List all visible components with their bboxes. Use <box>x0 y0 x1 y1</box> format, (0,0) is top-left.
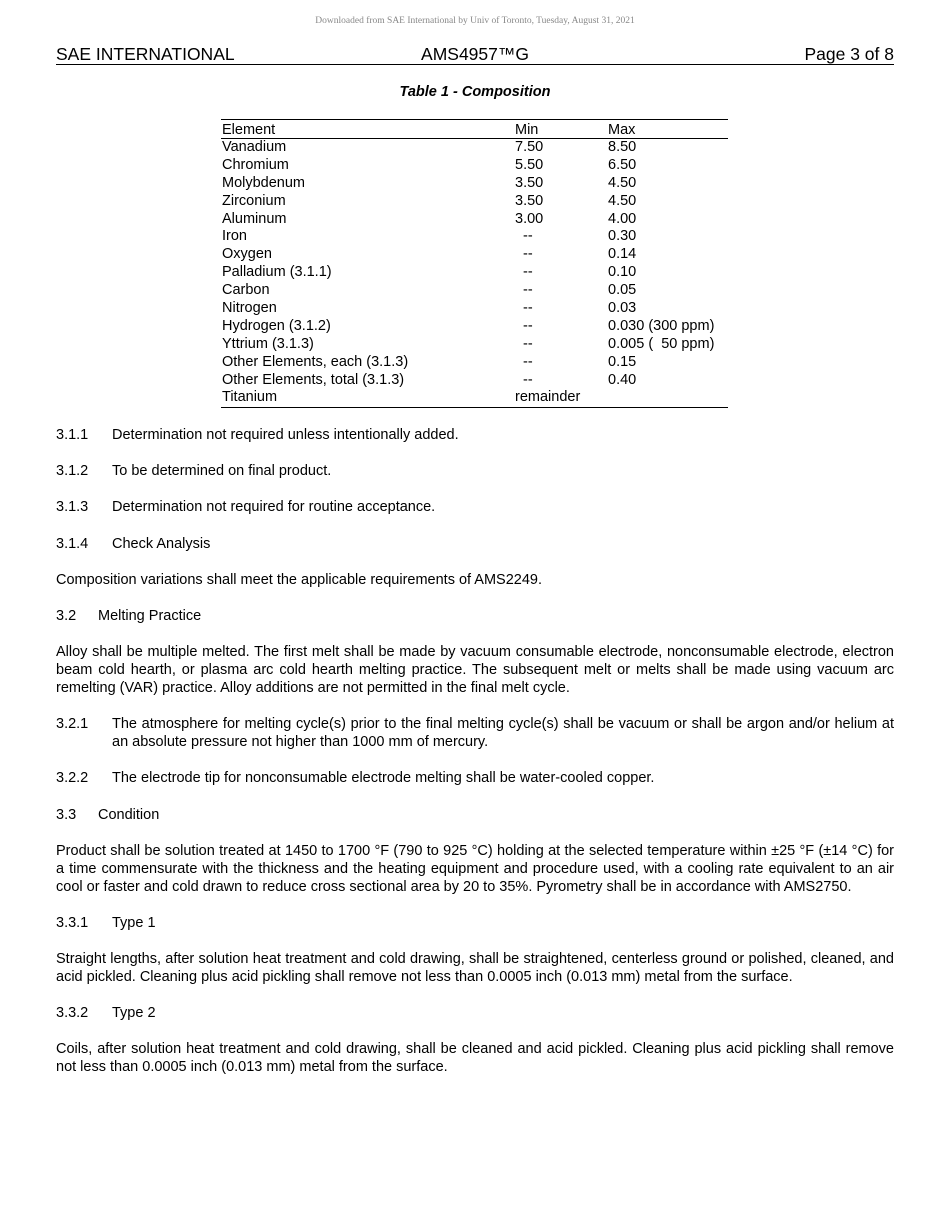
cell-element: Aluminum <box>222 210 287 227</box>
cell-element: Zirconium <box>222 192 286 209</box>
section-heading: Check Analysis <box>112 535 211 552</box>
table-row <box>221 354 728 372</box>
cell-min: 3.00 <box>515 210 544 227</box>
cell-element: Iron <box>222 228 247 245</box>
cell-min: remainder <box>515 389 581 406</box>
cell-max: 4.50 <box>608 192 637 209</box>
cell-element: Oxygen <box>222 246 272 263</box>
table-row <box>221 282 728 300</box>
table-title: Table 1 - Composition <box>399 84 551 100</box>
section-3-2-2 <box>56 770 894 788</box>
cell-max: 4.00 <box>608 210 637 227</box>
section-3-2-1 <box>56 716 894 752</box>
column-header-element: Element <box>222 122 276 138</box>
table-row <box>221 228 728 246</box>
cell-min: -- <box>523 282 533 299</box>
cell-min: 7.50 <box>515 139 544 155</box>
column-header-min: Min <box>515 122 539 138</box>
section-number: 3.3 <box>56 806 77 823</box>
cell-element: Carbon <box>222 282 270 299</box>
cell-max: 0.15 <box>608 353 637 370</box>
cell-max: 0.05 <box>608 282 637 299</box>
cell-min: -- <box>523 264 533 281</box>
cell-min: -- <box>523 335 533 352</box>
table-row <box>221 157 728 175</box>
cell-element: Chromium <box>222 156 289 173</box>
cell-min: 3.50 <box>515 192 544 209</box>
section-number: 3.1.3 <box>56 499 89 516</box>
cell-min: -- <box>523 371 533 388</box>
cell-element: Vanadium <box>222 139 287 155</box>
section-number: 3.2.2 <box>56 770 89 787</box>
cell-element: Molybdenum <box>222 174 306 191</box>
table-row <box>221 175 728 193</box>
cell-max: 4.50 <box>608 174 637 191</box>
section-text: Determination not required unless intentionally added. <box>112 427 459 443</box>
cell-max: 8.50 <box>608 139 637 155</box>
cell-element: Other Elements, total (3.1.3) <box>222 371 405 388</box>
header-page-number: Page 3 of 8 <box>804 44 894 64</box>
cell-max: 0.30 <box>608 228 637 245</box>
table-row <box>221 372 728 390</box>
section-heading: Condition <box>98 806 160 823</box>
document-body <box>56 427 894 1095</box>
section-3-1-1 <box>56 427 894 445</box>
section-number: 3.3.1 <box>56 914 89 931</box>
cell-max: 0.005 ( 50 ppm) <box>608 335 715 352</box>
section-number: 3.1.4 <box>56 535 89 552</box>
table-row <box>221 264 728 282</box>
section-text: The electrode tip for nonconsumable electrode melting shall be water-cooled copper. <box>112 770 655 787</box>
header-doc-number: AMS4957™G <box>421 44 529 64</box>
section-3-3-heading <box>56 807 894 825</box>
cell-max: 0.40 <box>608 371 637 388</box>
section-3-1-2 <box>56 463 894 481</box>
page-header <box>56 44 894 65</box>
condition-paragraph: Product shall be solution treated at 1450 to 1700 °F (790 to 925 °C) holding at the selected temperature within ±25 °F (±14 °C) for a time commensurate with the thickness and the heating equipment and procedure used, with a cooling rate equivalent to an air cool or faster and cold drawn to reduce cross sectional area by 20 to 35%. Pyrometry shall be in accordance with AMS2750. <box>56 842 894 895</box>
header-org: SAE INTERNATIONAL <box>56 44 235 64</box>
table-row <box>221 300 728 318</box>
section-number: 3.1.1 <box>56 427 89 443</box>
cell-element: Hydrogen (3.1.2) <box>222 317 331 334</box>
cell-min: -- <box>523 228 533 245</box>
composition-table <box>221 119 728 408</box>
section-number: 3.2.1 <box>56 716 89 733</box>
cell-min: 3.50 <box>515 174 544 191</box>
table-row <box>221 139 728 157</box>
download-notice: Downloaded from SAE International by Univ of Toronto, Tuesday, August 31, 2021 <box>315 16 635 26</box>
section-heading: Type 2 <box>112 1005 156 1022</box>
section-number: 3.3.2 <box>56 1005 89 1022</box>
section-3-2-heading <box>56 608 894 626</box>
section-number: 3.2 <box>56 608 77 625</box>
cell-min: -- <box>523 317 533 334</box>
column-header-max: Max <box>608 122 636 138</box>
cell-element: Titanium <box>222 389 278 406</box>
cell-max: 0.14 <box>608 246 637 263</box>
table-row <box>221 193 728 211</box>
cell-element: Other Elements, each (3.1.3) <box>222 353 409 370</box>
cell-min: 5.50 <box>515 156 544 173</box>
cell-max: 0.030 (300 ppm) <box>608 317 715 334</box>
table-row <box>221 211 728 229</box>
section-3-1-3 <box>56 499 894 517</box>
type-1-paragraph: Straight lengths, after solution heat treatment and cold drawing, shall be straightened, centerless ground or polished, cleaned, and acid pickled. Cleaning plus acid pickling shall remove not less than 0.0005 inch (0.013 mm) metal from the surface. <box>56 950 894 985</box>
type-2-paragraph: Coils, after solution heat treatment and cold drawing, shall be cleaned and acid pickled. Cleaning plus acid pickling shall remove not less than 0.0005 inch (0.013 mm) metal from the surface. <box>56 1041 894 1076</box>
section-heading: Type 1 <box>112 914 156 931</box>
section-text: To be determined on final product. <box>112 463 332 480</box>
table-header-row <box>221 120 728 139</box>
table-row <box>221 336 728 354</box>
cell-element: Nitrogen <box>222 300 277 317</box>
table-row <box>221 246 728 264</box>
cell-min: -- <box>523 246 533 263</box>
cell-min: -- <box>523 353 533 370</box>
cell-max: 6.50 <box>608 156 637 173</box>
section-3-1-4-heading <box>56 536 894 554</box>
section-heading: Melting Practice <box>98 608 202 625</box>
cell-max: 0.03 <box>608 300 637 317</box>
table-row <box>221 389 728 407</box>
section-number: 3.1.2 <box>56 463 89 480</box>
cell-max: 0.10 <box>608 264 637 281</box>
section-text: The atmosphere for melting cycle(s) prior to the final melting cycle(s) shall be vacuum or shall be argon and/or helium at an absolute pressure not higher than 1000 mm of mercury. <box>112 716 894 751</box>
check-analysis-paragraph: Composition variations shall meet the applicable requirements of AMS2249. <box>56 571 543 588</box>
cell-element: Yttrium (3.1.3) <box>222 335 314 352</box>
section-3-3-2-heading <box>56 1005 894 1023</box>
section-3-3-1-heading <box>56 915 894 933</box>
cell-element: Palladium (3.1.1) <box>222 264 332 281</box>
cell-min: -- <box>523 300 533 317</box>
table-row <box>221 318 728 336</box>
section-text: Determination not required for routine acceptance. <box>112 499 436 516</box>
melting-practice-paragraph: Alloy shall be multiple melted. The first melt shall be made by vacuum consumable electrode, nonconsumable electrode, electron beam cold hearth, or plasma arc cold hearth melting practice. The subsequent melt or melts shall be made using vacuum arc remelting (VAR) practice. Alloy additions are not permitted in the final melt cycle. <box>56 644 894 697</box>
